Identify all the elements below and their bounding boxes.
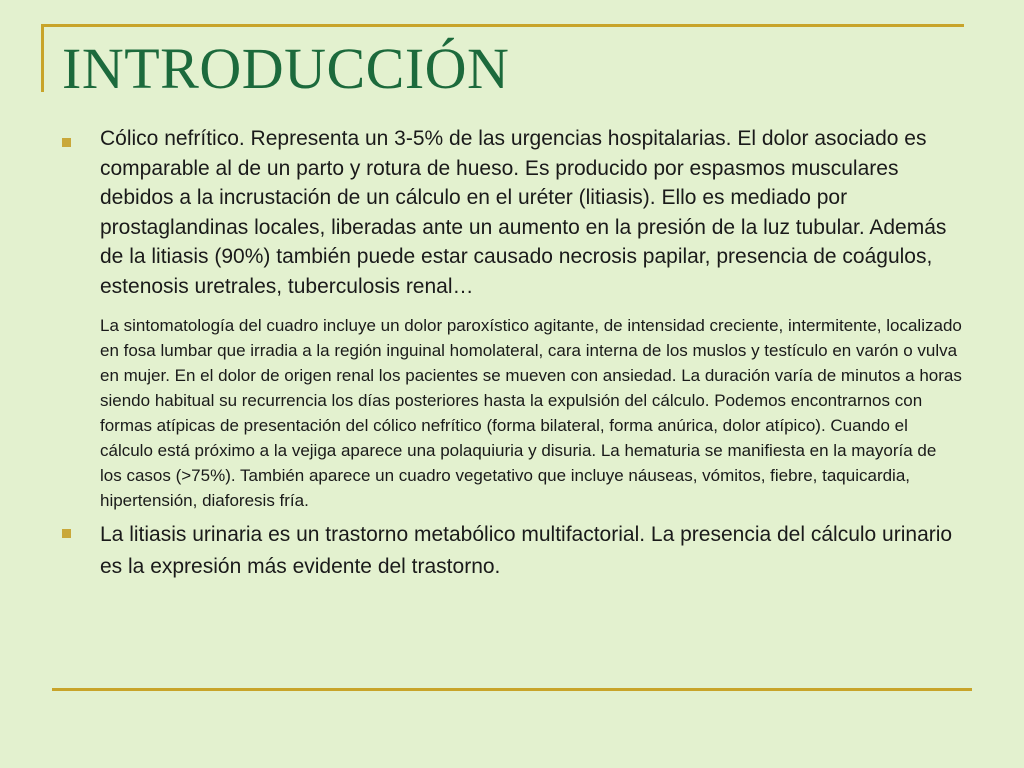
top-rule [44, 24, 964, 27]
bullet-text-litiasis: La litiasis urinaria es un trastorno metabólico multifactorial. La presencia del cálculo urinario es la expresión más evidente del trastorno. [100, 523, 953, 578]
bullet-item-colico [62, 124, 962, 301]
square-bullet-icon [62, 138, 71, 147]
slide-title: INTRODUCCIÓN [62, 36, 510, 101]
left-rule [41, 24, 44, 92]
sub-paragraph-sintomatologia: La sintomatología del cuadro incluye un dolor paroxístico agitante, de intensidad creciente, intermitente, localizado en fosa lumbar que irradia a la región inguinal homolateral, cara interna de los muslos y testículo en varón o vulva en mujer. En el dolor de origen renal los pacientes se mueven con ansiedad. La duración varía de minutos a horas siendo habitual su recurrencia los días posteriores hasta la expulsión del cálculo. Podemos encontrarnos con formas atípicas de presentación del cólico nefrítico (forma bilateral, forma anúrica, dolor atípico). Cuando el cálculo está próximo a la vejiga aparece una polaquiuria y disuria. La hematuria se manifiesta en la mayoría de los casos (>75%). También aparece un cuadro vegetativo que incluye náuseas, vómitos, fiebre, taquicardia, hipertensión, diaforesis fría. [100, 316, 962, 510]
slide-content [62, 124, 962, 583]
bottom-rule [52, 688, 972, 691]
bullet-text-colico: Cólico nefrítico. Representa un 3-5% de las urgencias hospitalarias. El dolor asociado es comparable al de un parto y rotura de hueso. Es producido por espasmos musculares debidos a la incrustación de un cálculo en el uréter (litiasis). Ello es mediado por prostaglandinas locales, liberadas ante un aumento en la presión de la luz tubular. Además de la litiasis (90%) también puede estar causado necrosis papilar, presencia de coágulos, estenosis uretrales, tuberculosis renal… [100, 127, 947, 298]
square-bullet-icon [62, 529, 71, 538]
bullet-item-litiasis [62, 519, 962, 583]
